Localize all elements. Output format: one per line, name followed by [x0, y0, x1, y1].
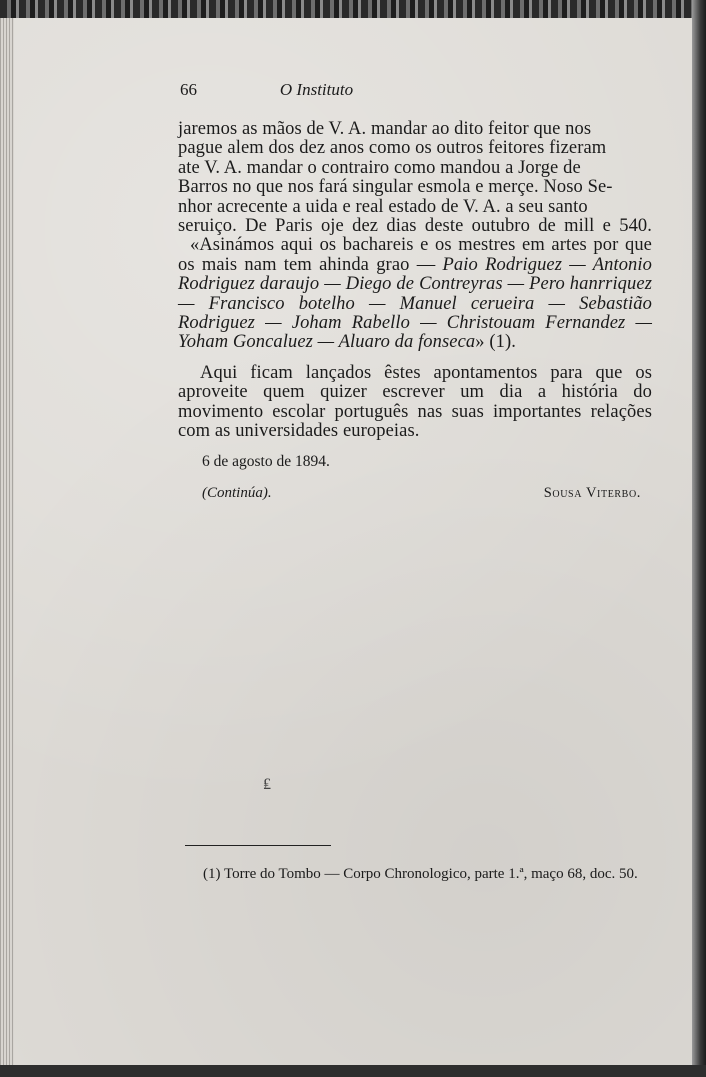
- book-right-edge: [692, 0, 706, 1077]
- page-number: 66: [180, 80, 197, 99]
- signatories-paragraph: [178, 236, 652, 352]
- date-line: 6 de agosto de 1894.: [202, 453, 330, 470]
- footnote-rule: [185, 845, 331, 846]
- letter-line: Barros no que nos fará singular esmola e merçe. Noso Se-: [178, 177, 613, 198]
- letter-line: ate V. A. mandar o contrairo como mandou a Jorge de: [178, 157, 581, 178]
- signatories-names: Paio Rodriguez — Antonio Rodriguez daraujo — Diego de Contreyras — Pero hanrriquez — Francisco botelho — Manuel cerueira — Sebastião Rodriguez — Joham Rabello — Christouam Fernandez — Yoham Goncaluez — Aluaro da fonseca: [178, 254, 652, 353]
- author-signature: Sousa Viterbo.: [543, 485, 641, 501]
- continued-note: (Continúa).: [202, 485, 272, 501]
- letter-line: jaremos as mãos de V. A. mandar ao dito feitor que nos: [178, 119, 592, 139]
- signatories-intro: «Asinámos aqui os bachareis e os mestres em artes por que os mais nam tem ahinda grao —: [178, 235, 652, 275]
- closing-paragraph: Aqui ficam lançados êstes apontamentos para que os aproveite quem quizer escrever um dia a história do movimento escolar português nas suas importantes relações com as universidades europeias.: [178, 362, 652, 442]
- page-stack-edge: [0, 18, 14, 1068]
- footnote: [185, 866, 651, 883]
- letter-line: seruiço. De Paris oje dez dias deste outubro de mill e 540.: [178, 216, 652, 237]
- signatories-close: » (1).: [475, 332, 516, 353]
- letter-line: nhor acrecente a uida e real estado de V. A. a seu santo: [178, 196, 588, 217]
- book-top-edge: [0, 0, 706, 20]
- footnote-text: (1) Torre do Tombo — Corpo Chronologico, parte 1.ª, maço 68, doc. 50.: [203, 866, 638, 882]
- stray-ink-mark: ₤: [263, 776, 271, 793]
- book-bottom-edge: [0, 1065, 706, 1077]
- journal-title: O Instituto: [279, 80, 354, 99]
- letter-line: pague alem dos dez anos como os outros feitores fizeram: [178, 138, 607, 159]
- running-header: [180, 80, 456, 100]
- main-text: [178, 120, 652, 442]
